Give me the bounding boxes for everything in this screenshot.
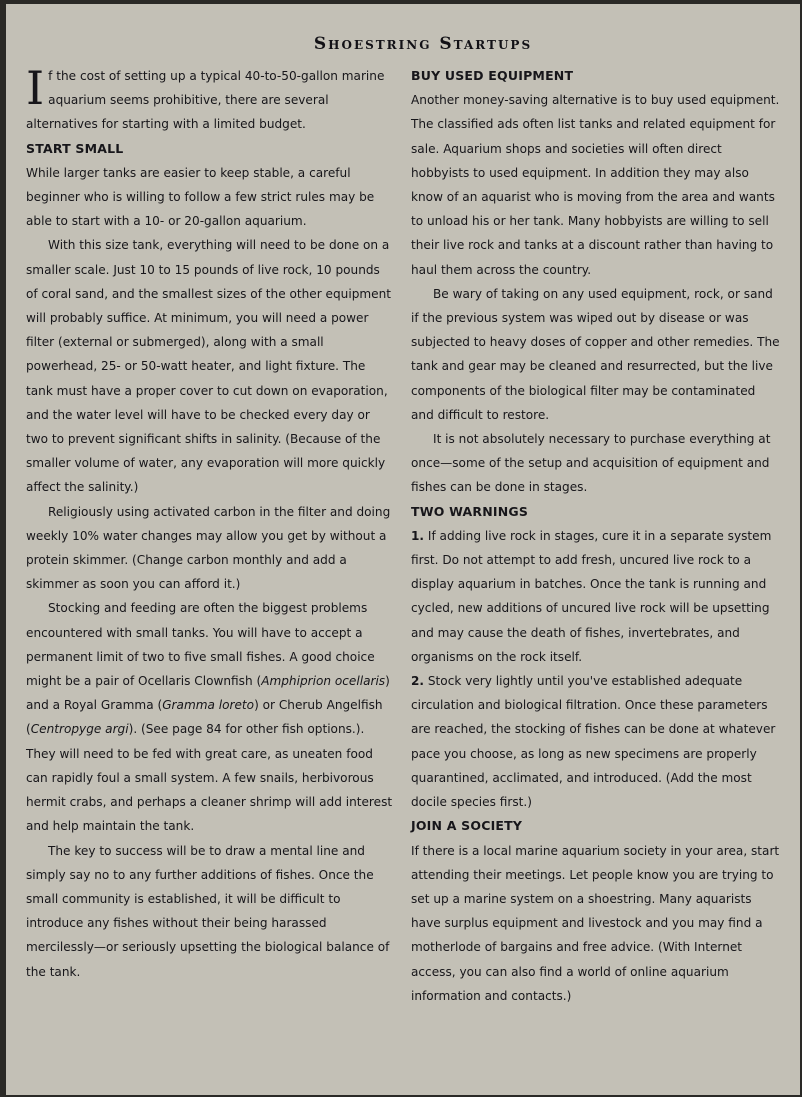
text-run: ) or Cherub Angelfish ( [26, 698, 383, 737]
drop-cap: I [26, 61, 45, 115]
paragraph: Another money-saving alternative is to buy used equipment. The classified ads often list tanks and related equipment for sale. Aquarium shops and societies will often direct hobbyists to used equipment. In addition they may also know of an aquarist who is moving from the area and wants to unload his or her tank. Many hobbyists are willing to sell their live rock and tanks at a discount rather than having to haul them across the country. [411, 93, 780, 277]
warning-number: 2. [411, 674, 425, 689]
right-column [411, 64, 780, 1008]
paragraph-stocking [26, 596, 395, 838]
heading-buy-used-equipment: BUY USED EQUIPMENT [411, 68, 574, 83]
page-title: Shoestring Startups [313, 34, 533, 54]
warning-item [411, 669, 780, 814]
intro-paragraph [26, 61, 395, 137]
warning-item [411, 524, 780, 669]
paragraph: With this size tank, everything will need to be done on a smaller scale. Just 10 to 15 pounds of live rock, 10 pounds of coral sand, and the smallest sizes of the other equipment will probably suffice. At minimum, you will need a power filter (external or submerged), along with a small powerhead, 25- or 50-watt heater, and light fixture. The tank must have a proper cover to cut down on evaporation, and the water level will have to be checked every day or two to prevent significant shifts in salinity. (Because of the smaller volume of water, any evaporation will more quickly affect the salinity.) [26, 238, 392, 495]
species-name: Centropyge argi [30, 722, 129, 737]
paragraph: Be wary of taking on any used equipment, rock, or sand if the previous system was wiped out by disease or was subjected to heavy doses of copper and other remedies. The tank and gear may be cleaned and resurrected, but the live components of the biological filter may be contaminated and difficult to restore. [411, 286, 780, 422]
text-run: ) and a Royal Gramma ( [26, 674, 390, 713]
warning-text: If adding live rock in stages, cure it in a separate system first. Do not attempt to add fresh, uncured live rock to a display aquarium in batches. Once the tank is running and cycled, new additions of uncured live rock will be upsetting and may cause the death of fishes, invertebrates, and organisms on the rock itself. [411, 528, 772, 664]
species-name: Gramma loreto [162, 698, 255, 713]
paragraph: If there is a local marine aquarium society in your area, start attending their meetings. Let people know you are trying to set up a marine system on a shoestring. Many aquarists have surplus equipment and livestock and you may find a motherlode of bargains and free advice. (With Internet access, you can also find a world of online aquarium information and contacts.) [411, 843, 780, 1003]
species-name: Amphiprion ocellaris [261, 674, 386, 689]
warning-number: 1. [411, 528, 425, 543]
two-column-body [26, 61, 780, 1008]
heading-join-a-society: JOIN A SOCIETY [411, 818, 523, 834]
text-run: Stocking and feeding are often the biggest problems encountered with small tanks. You will have to accept a permanent limit of two to five small fishes. A good choice might be a pair of Ocellaris Clownfish ( [26, 601, 375, 689]
intro-text: f the cost of setting up a typical 40-to-50-gallon marine aquarium seems prohibitive, there are several alternatives for starting with a limited budget. [26, 69, 385, 132]
book-page [6, 4, 800, 1095]
paragraph: The key to success will be to draw a mental line and simply say no to any further additions of fishes. Once the small community is established, it will be difficult to introduce any fishes without their being harassed mercilessly—or seriously upsetting the biological balance of the tank. [26, 843, 390, 979]
paragraph: It is not absolutely necessary to purchase everything at once—some of the setup and acquisition of equipment and fishes can be done in stages. [411, 432, 771, 495]
paragraph: Religiously using activated carbon in the filter and doing weekly 10% water changes may allow you get by without a protein skimmer. (Change carbon monthly and add a skimmer as soon you can afford it.) [26, 504, 391, 592]
warning-text: Stock very lightly until you've established adequate circulation and biological filtration. Once these parameters are reached, the stocking of fishes can be done at whatever pace you choose, as long as new specimens are properly quarantined, acclimated, and introduced. (Add the most docile species first.) [411, 674, 776, 810]
left-column [26, 61, 395, 1008]
heading-two-warnings: TWO WARNINGS [411, 503, 529, 519]
text-run: ). (See page 84 for other fish options.). They will need to be fed with great care, as uneaten food can rapidly foul a small system. A few snails, herbivorous hermit crabs, and perhaps a cleaner shrimp will add interest and help maintain the tank. [26, 722, 393, 834]
heading-start-small: START SMALL [26, 140, 124, 156]
paragraph: While larger tanks are easier to keep stable, a careful beginner who is willing to follow a few strict rules may be able to start with a 10- or 20-gallon aquarium. [26, 165, 375, 229]
